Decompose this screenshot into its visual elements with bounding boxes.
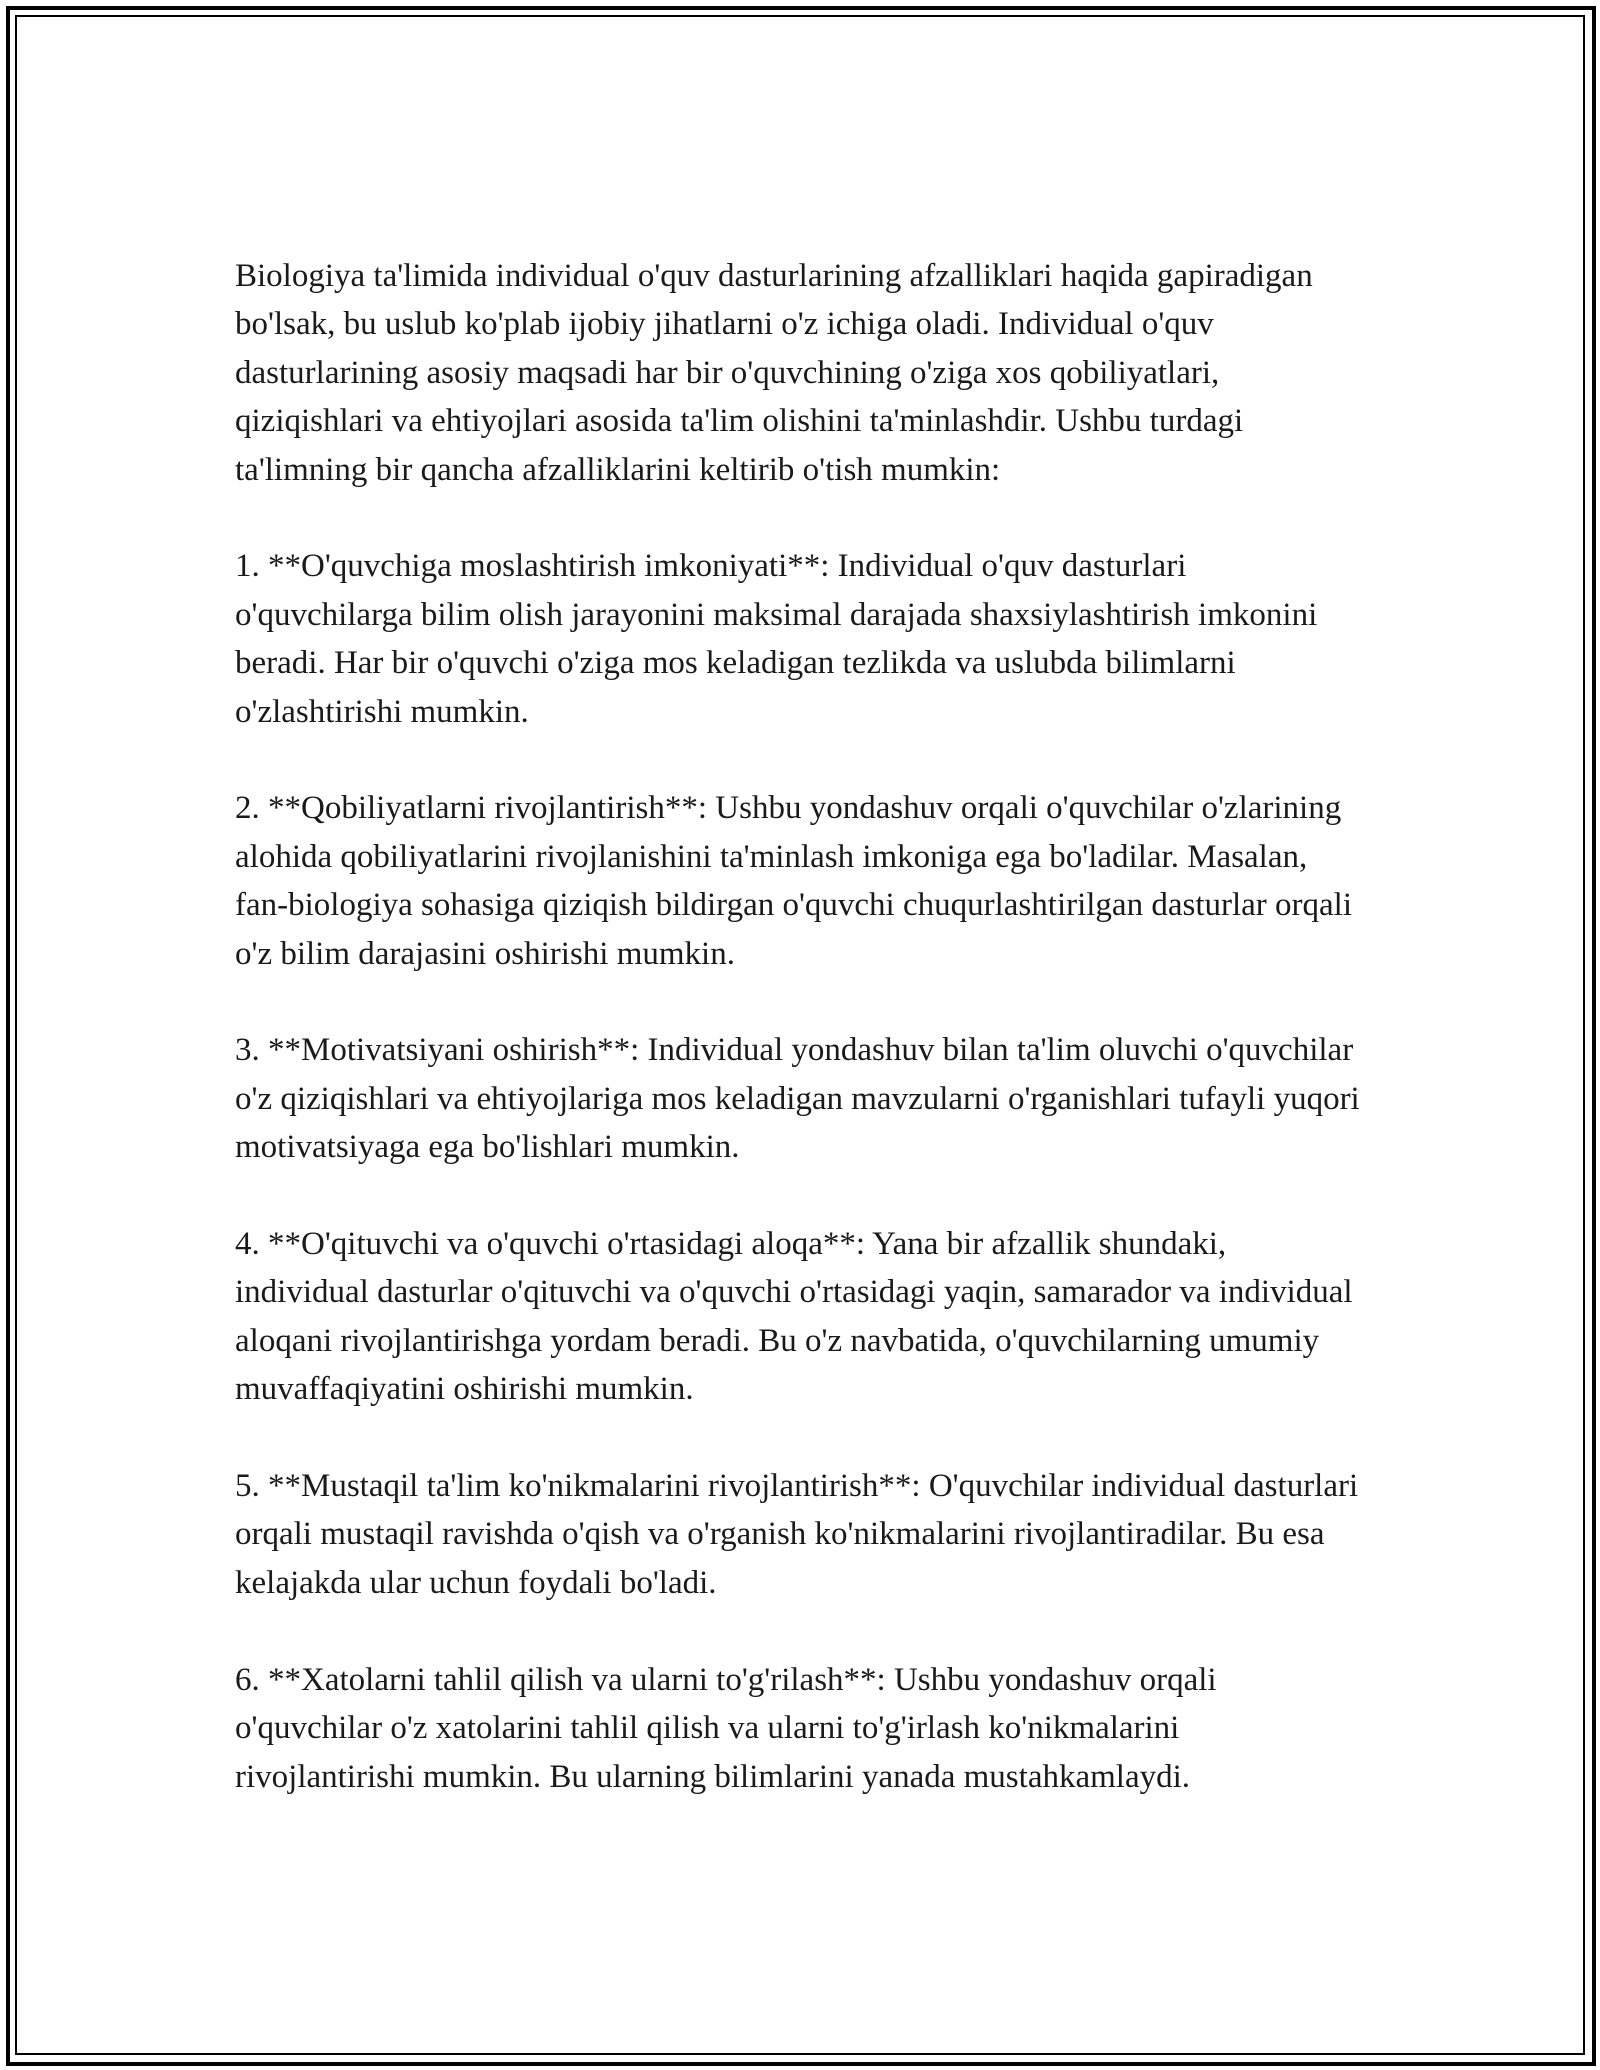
intro-paragraph: Biologiya ta'limida individual o'quv dasturlarining afzalliklari haqida gapiradigan bo'lsak, bu uslub ko'plab ijobiy jihatlarni o'z ichiga oladi. Individual o'quv dasturlarining asosiy maqsadi har bir o'quvchining o'ziga xos qobiliyatlari, qiziqishlari va ehtiyojlari asosida ta'lim olishini ta'minlashdir. Ushbu turdagi ta'limning bir qancha afzalliklarini keltirib o'tish mumkin: — [235, 258, 1313, 488]
list-item-6: 6. **Xatolarni tahlil qilish va ularni to'g'rilash**: Ushbu yondashuv orqali o'quvchilar o'z xatolarini tahlil qilish va ularni to'g'irlash ko'nikmalarini rivojlantirishi mumkin. Bu ularning bilimlarini yanada mustahkamlaydi. — [235, 1661, 1217, 1795]
document-body — [235, 252, 1365, 1801]
list-item-5: 5. **Mustaqil ta'lim ko'nikmalarini rivojlantirish**: O'quvchilar individual dasturlari orqali mustaqil ravishda o'qish va o'rganish ko'nikmalarini rivojlantiradilar. Bu esa kelajakda ular uchun foydali bo'ladi. — [235, 1468, 1359, 1601]
list-item-3: 3. **Motivatsiyani oshirish**: Individual yondashuv bilan ta'lim oluvchi o'quvchilar o'z qiziqishlari va ehtiyojlariga mos keladigan mavzularni o'rganishlari tufayli yuqori motivatsiyaga ega bo'lishlari mumkin. — [235, 1032, 1360, 1166]
list-item-2: 2. **Qobiliyatlarni rivojlantirish**: Ushbu yondashuv orqali o'quvchilar o'zlarining alohida qobiliyatlarini rivojlanishini ta'minlash imkoniga ega bo'ladilar. Masalan, fan-biologiya sohasiga qiziqish bildirgan o'quvchi chuqurlashtirilgan dasturlar orqali o'z bilim darajasini oshirishi mumkin. — [235, 790, 1353, 972]
list-item-4: 4. **O'qituvchi va o'quvchi o'rtasidagi aloqa**: Yana bir afzallik shundaki, individual dasturlar o'qituvchi va o'quvchi o'rtasidagi yaqin, samarador va individual aloqani rivojlantirishga yordam beradi. Bu o'z navbatida, o'quvchilarning umumiy muvaffaqiyatini oshirishi mumkin. — [235, 1226, 1353, 1408]
list-item-1: 1. **O'quvchiga moslashtirish imkoniyati**: Individual o'quv dasturlari o'quvchilarga bilim olish jarayonini maksimal darajada shaxsiylashtirish imkonini beradi. Har bir o'quvchi o'ziga mos keladigan tezlikda va uslubda bilimlarni o'zlashtirishi mumkin. — [235, 548, 1318, 730]
